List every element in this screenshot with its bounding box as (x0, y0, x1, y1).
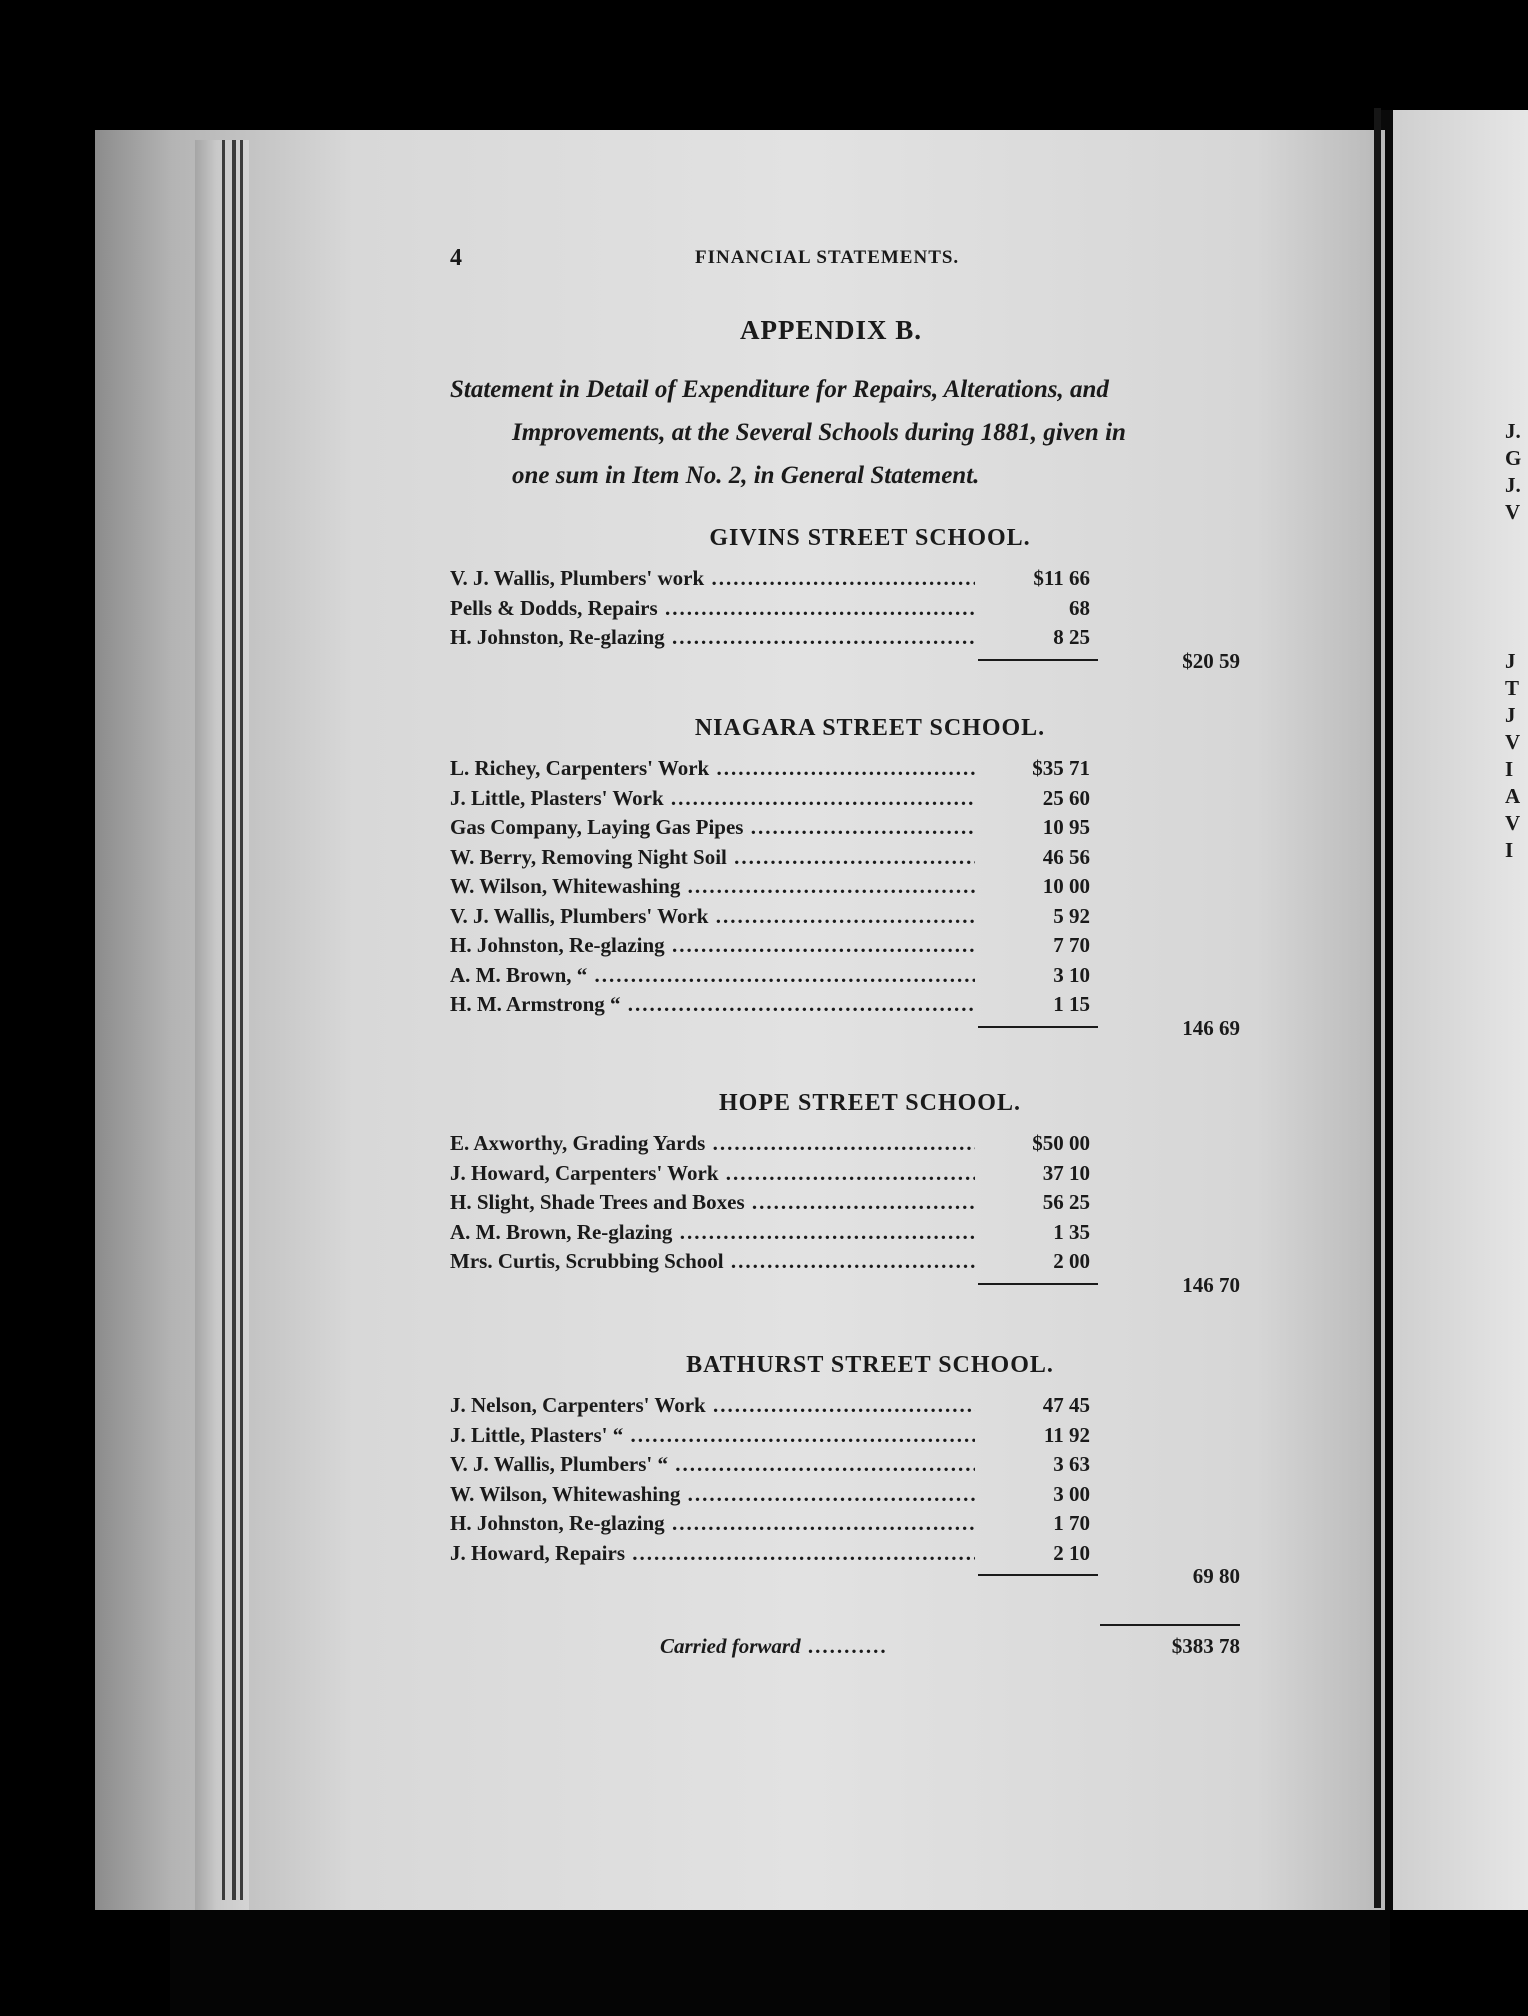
expense-row (450, 1220, 1240, 1250)
expense-row (450, 904, 1240, 934)
expense-amount: 3 10 (1053, 962, 1090, 987)
page-header (250, 245, 1250, 285)
subtotal-rule (450, 1564, 1240, 1588)
intro-line: Improvements, at the Several Schools during 1881, given in (512, 419, 1126, 446)
opposite-letter: V (1505, 730, 1521, 754)
opposite-letter: G (1505, 446, 1522, 470)
expense-name: H. Slight, Shade Trees and Boxes ..... (450, 1190, 975, 1215)
expense-name: J. Howard, Carpenters' Work ..... (450, 1161, 975, 1186)
section-title: HOPE STREET SCHOOL. (719, 1090, 1021, 1116)
carried-forward-label: Carried forward ..... (660, 1634, 888, 1659)
subtotal-rule (450, 1272, 1240, 1297)
expense-amount: 10 95 (1042, 815, 1090, 839)
expense-row (450, 1452, 1240, 1482)
expense-row (450, 596, 1240, 626)
opposite-letter: I (1505, 838, 1514, 862)
expense-name: V. J. Wallis, Plumbers' work ..... (450, 566, 975, 591)
expense-name: A. M. Brown, “ ..... (450, 963, 975, 988)
expense-amount: $35 71 (1032, 756, 1090, 780)
binding-rule (232, 140, 236, 1900)
subtotal-rule (450, 1015, 1240, 1040)
expense-amount: 7 70 (1053, 933, 1090, 957)
subtotal-rule (450, 648, 1240, 673)
expense-amount: 1 70 (1053, 1511, 1090, 1535)
expense-row (450, 933, 1240, 963)
expense-row (450, 963, 1240, 993)
expense-amount: 47 45 (1042, 1393, 1090, 1417)
opposite-letter: J. (1505, 473, 1521, 497)
opposite-page (1393, 110, 1528, 1910)
expense-name: Mrs. Curtis, Scrubbing School ..... (450, 1249, 975, 1274)
expense-row (450, 1161, 1240, 1191)
expense-row (450, 874, 1240, 904)
intro-line: one sum in Item No. 2, in General Statement. (512, 462, 980, 489)
expense-name: W. Wilson, Whitewashing ..... (450, 1482, 975, 1507)
expense-row (450, 815, 1240, 845)
expense-amount: 1 15 (1053, 992, 1090, 1016)
expense-row (450, 1249, 1240, 1279)
page-number: 4 (450, 245, 463, 271)
opposite-letter: J (1505, 649, 1516, 673)
opposite-letter: V (1505, 500, 1521, 524)
intro-line: Statement in Detail of Expenditure for Repairs, Alterations, and (450, 376, 1109, 403)
expense-amount: 3 00 (1053, 1481, 1090, 1506)
section-bathurst-street-school (450, 1352, 1240, 1588)
expense-name: W. Wilson, Whitewashing ..... (450, 874, 975, 899)
section-total: 146 69 (1182, 1015, 1240, 1040)
expense-row (450, 1190, 1240, 1220)
expense-amount: 10 00 (1042, 874, 1090, 898)
expense-row (450, 756, 1240, 786)
expense-amount: 8 25 (1053, 625, 1090, 649)
expense-row (450, 1423, 1240, 1453)
expense-amount: 5 92 (1053, 903, 1090, 928)
expense-name: J. Little, Plasters' “ ..... (450, 1423, 975, 1448)
opposite-letter: J. (1505, 419, 1521, 443)
appendix-title: APPENDIX B. (740, 315, 923, 345)
expense-name: V. J. Wallis, Plumbers' Work ..... (450, 904, 975, 929)
expense-name: Gas Company, Laying Gas Pipes ..... (450, 815, 975, 840)
expense-name: W. Berry, Removing Night Soil ..... (450, 845, 975, 870)
section-title: NIAGARA STREET SCHOOL. (694, 715, 1046, 741)
section-givins-street-school (450, 525, 1240, 673)
section-hope-street-school (450, 1090, 1240, 1297)
expense-amount: 56 25 (1042, 1190, 1090, 1214)
expense-amount: 37 10 (1042, 1160, 1090, 1185)
expense-name: J. Nelson, Carpenters' Work ..... (450, 1393, 975, 1418)
expense-amount: $11 66 (1033, 566, 1090, 590)
expense-row (450, 845, 1240, 875)
opposite-letter: T (1505, 676, 1520, 700)
expense-name: H. M. Armstrong “ ..... (450, 992, 975, 1017)
expense-row (450, 1482, 1240, 1512)
expense-row (450, 1541, 1240, 1571)
expense-name: V. J. Wallis, Plumbers' “ ..... (450, 1452, 975, 1477)
expense-amount: 3 63 (1053, 1452, 1090, 1476)
section-total: 69 80 (1192, 1564, 1240, 1588)
opposite-letter: V (1505, 811, 1521, 835)
expense-amount: 1 35 (1053, 1219, 1090, 1244)
expense-name: E. Axworthy, Grading Yards ..... (450, 1131, 975, 1156)
opposite-letter: J (1505, 703, 1516, 727)
expense-amount: 46 56 (1042, 844, 1090, 869)
expense-row (450, 1511, 1240, 1541)
expense-name: L. Richey, Carpenters' Work ..... (450, 756, 975, 781)
section-niagara-street-school (450, 715, 1240, 1040)
expense-amount: 2 00 (1053, 1249, 1090, 1273)
opposite-letter: A (1505, 784, 1521, 808)
expense-amount: 25 60 (1042, 785, 1090, 810)
opposite-page-letters-mid (1505, 648, 1520, 864)
expense-name: A. M. Brown, Re-glazing ..... (450, 1220, 975, 1245)
expense-name: H. Johnston, Re-glazing ..... (450, 933, 975, 958)
expense-name: H. Johnston, Re-glazing ..... (450, 625, 975, 650)
section-total: $20 59 (1182, 648, 1240, 673)
expense-row (450, 786, 1240, 816)
expense-amount: 11 92 (1043, 1422, 1090, 1447)
right-binding-rule (1374, 108, 1381, 1908)
expense-amount: 68 (1069, 595, 1090, 620)
expense-name: H. Johnston, Re-glazing ..... (450, 1511, 975, 1536)
expense-amount: $50 00 (1032, 1131, 1090, 1155)
expense-row (450, 625, 1240, 655)
bottom-shadow (170, 1910, 1390, 2016)
binding-rule (240, 140, 243, 1900)
expense-row (450, 992, 1240, 1022)
binding-rule (222, 140, 225, 1900)
section-total: 146 70 (1182, 1272, 1240, 1297)
opposite-letter: I (1505, 757, 1514, 781)
intro-statement (450, 368, 1240, 497)
carried-forward-line (450, 1630, 1240, 1670)
expense-row (450, 1393, 1240, 1423)
expense-row (450, 566, 1240, 596)
expense-row (450, 1131, 1240, 1161)
expense-name: J. Little, Plasters' Work ..... (450, 786, 975, 811)
section-title: BATHURST STREET SCHOOL. (686, 1352, 1054, 1378)
expense-name: Pells & Dodds, Repairs ..... (450, 596, 975, 621)
section-title: GIVINS STREET SCHOOL. (709, 525, 1031, 551)
opposite-page-letters-top (1505, 418, 1521, 526)
expense-amount: 2 10 (1053, 1540, 1090, 1565)
expense-name: J. Howard, Repairs ..... (450, 1541, 975, 1566)
carried-forward-amount: $383 78 (1171, 1634, 1240, 1658)
running-head: FINANCIAL STATEMENTS. (695, 247, 960, 268)
